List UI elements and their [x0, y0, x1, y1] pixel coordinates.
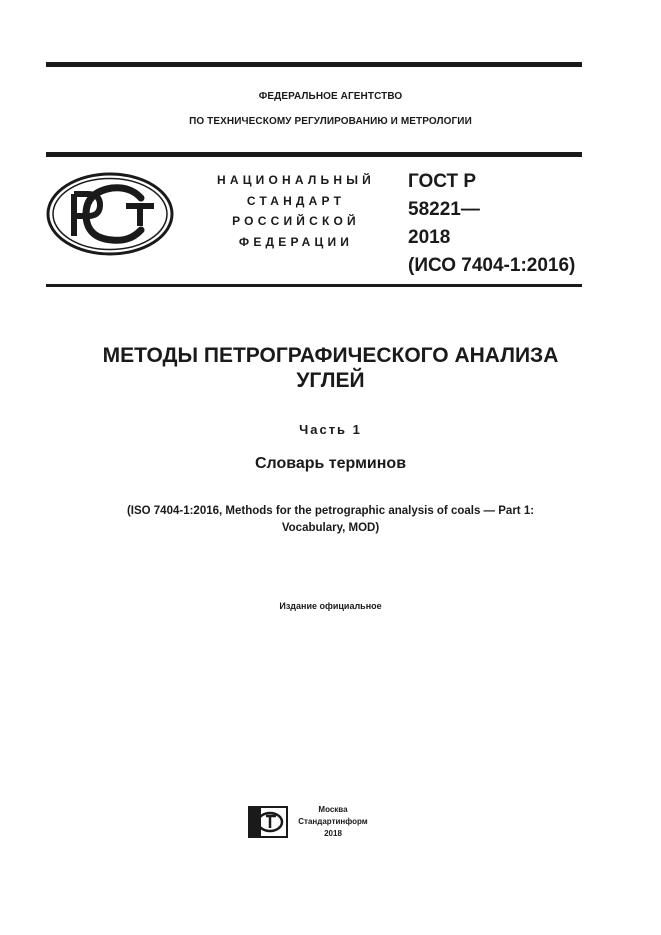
document-title [0, 343, 661, 393]
bottom-rule [46, 284, 582, 287]
publisher-city: Москва [318, 805, 348, 814]
top-rule [46, 62, 582, 67]
agency-line-1: ФЕДЕРАЛЬНОЕ АГЕНТСТВО [258, 91, 403, 102]
designation-line: 2018 [408, 227, 451, 248]
designation-line: 58221— [408, 199, 480, 220]
designation-line: (ИСО 7404-1:2016) [408, 255, 576, 276]
standard-type [196, 170, 396, 252]
standartinform-icon [248, 806, 288, 838]
publisher-name: Стандартинформ [298, 817, 368, 826]
standard-type-line: НАЦИОНАЛЬНЫЙ [216, 173, 376, 187]
title-line-1: МЕТОДЫ ПЕТРОГРАФИЧЕСКОГО АНАЛИЗА [102, 344, 559, 367]
designation-line: ГОСТ Р [408, 171, 477, 192]
rst-logo-icon [46, 172, 174, 256]
iso-reference-line-2: Vocabulary, MOD) [281, 522, 380, 534]
part-label: Часть 1 [299, 422, 362, 437]
subtitle: Словарь терминов [254, 455, 407, 472]
title-line-2: УГЛЕЙ [296, 369, 365, 392]
standard-type-line: ФЕДЕРАЦИИ [238, 234, 354, 249]
edition-label: Издание официальное [279, 601, 382, 611]
iso-reference [60, 503, 601, 537]
standard-type-line: СТАНДАРТ [246, 193, 346, 208]
standard-type-line: РОССИЙСКОЙ [232, 214, 360, 228]
publisher-block [292, 804, 374, 840]
iso-reference-line-1: (ISO 7404-1:2016, Methods for the petrographic analysis of coals — Part 1: [126, 505, 535, 517]
middle-rule [46, 152, 582, 157]
standard-designation [408, 168, 575, 280]
agency-line-2: ПО ТЕХНИЧЕСКОМУ РЕГУЛИРОВАНИЮ И МЕТРОЛОГИИ [189, 116, 472, 127]
publisher-year: 2018 [324, 829, 342, 838]
